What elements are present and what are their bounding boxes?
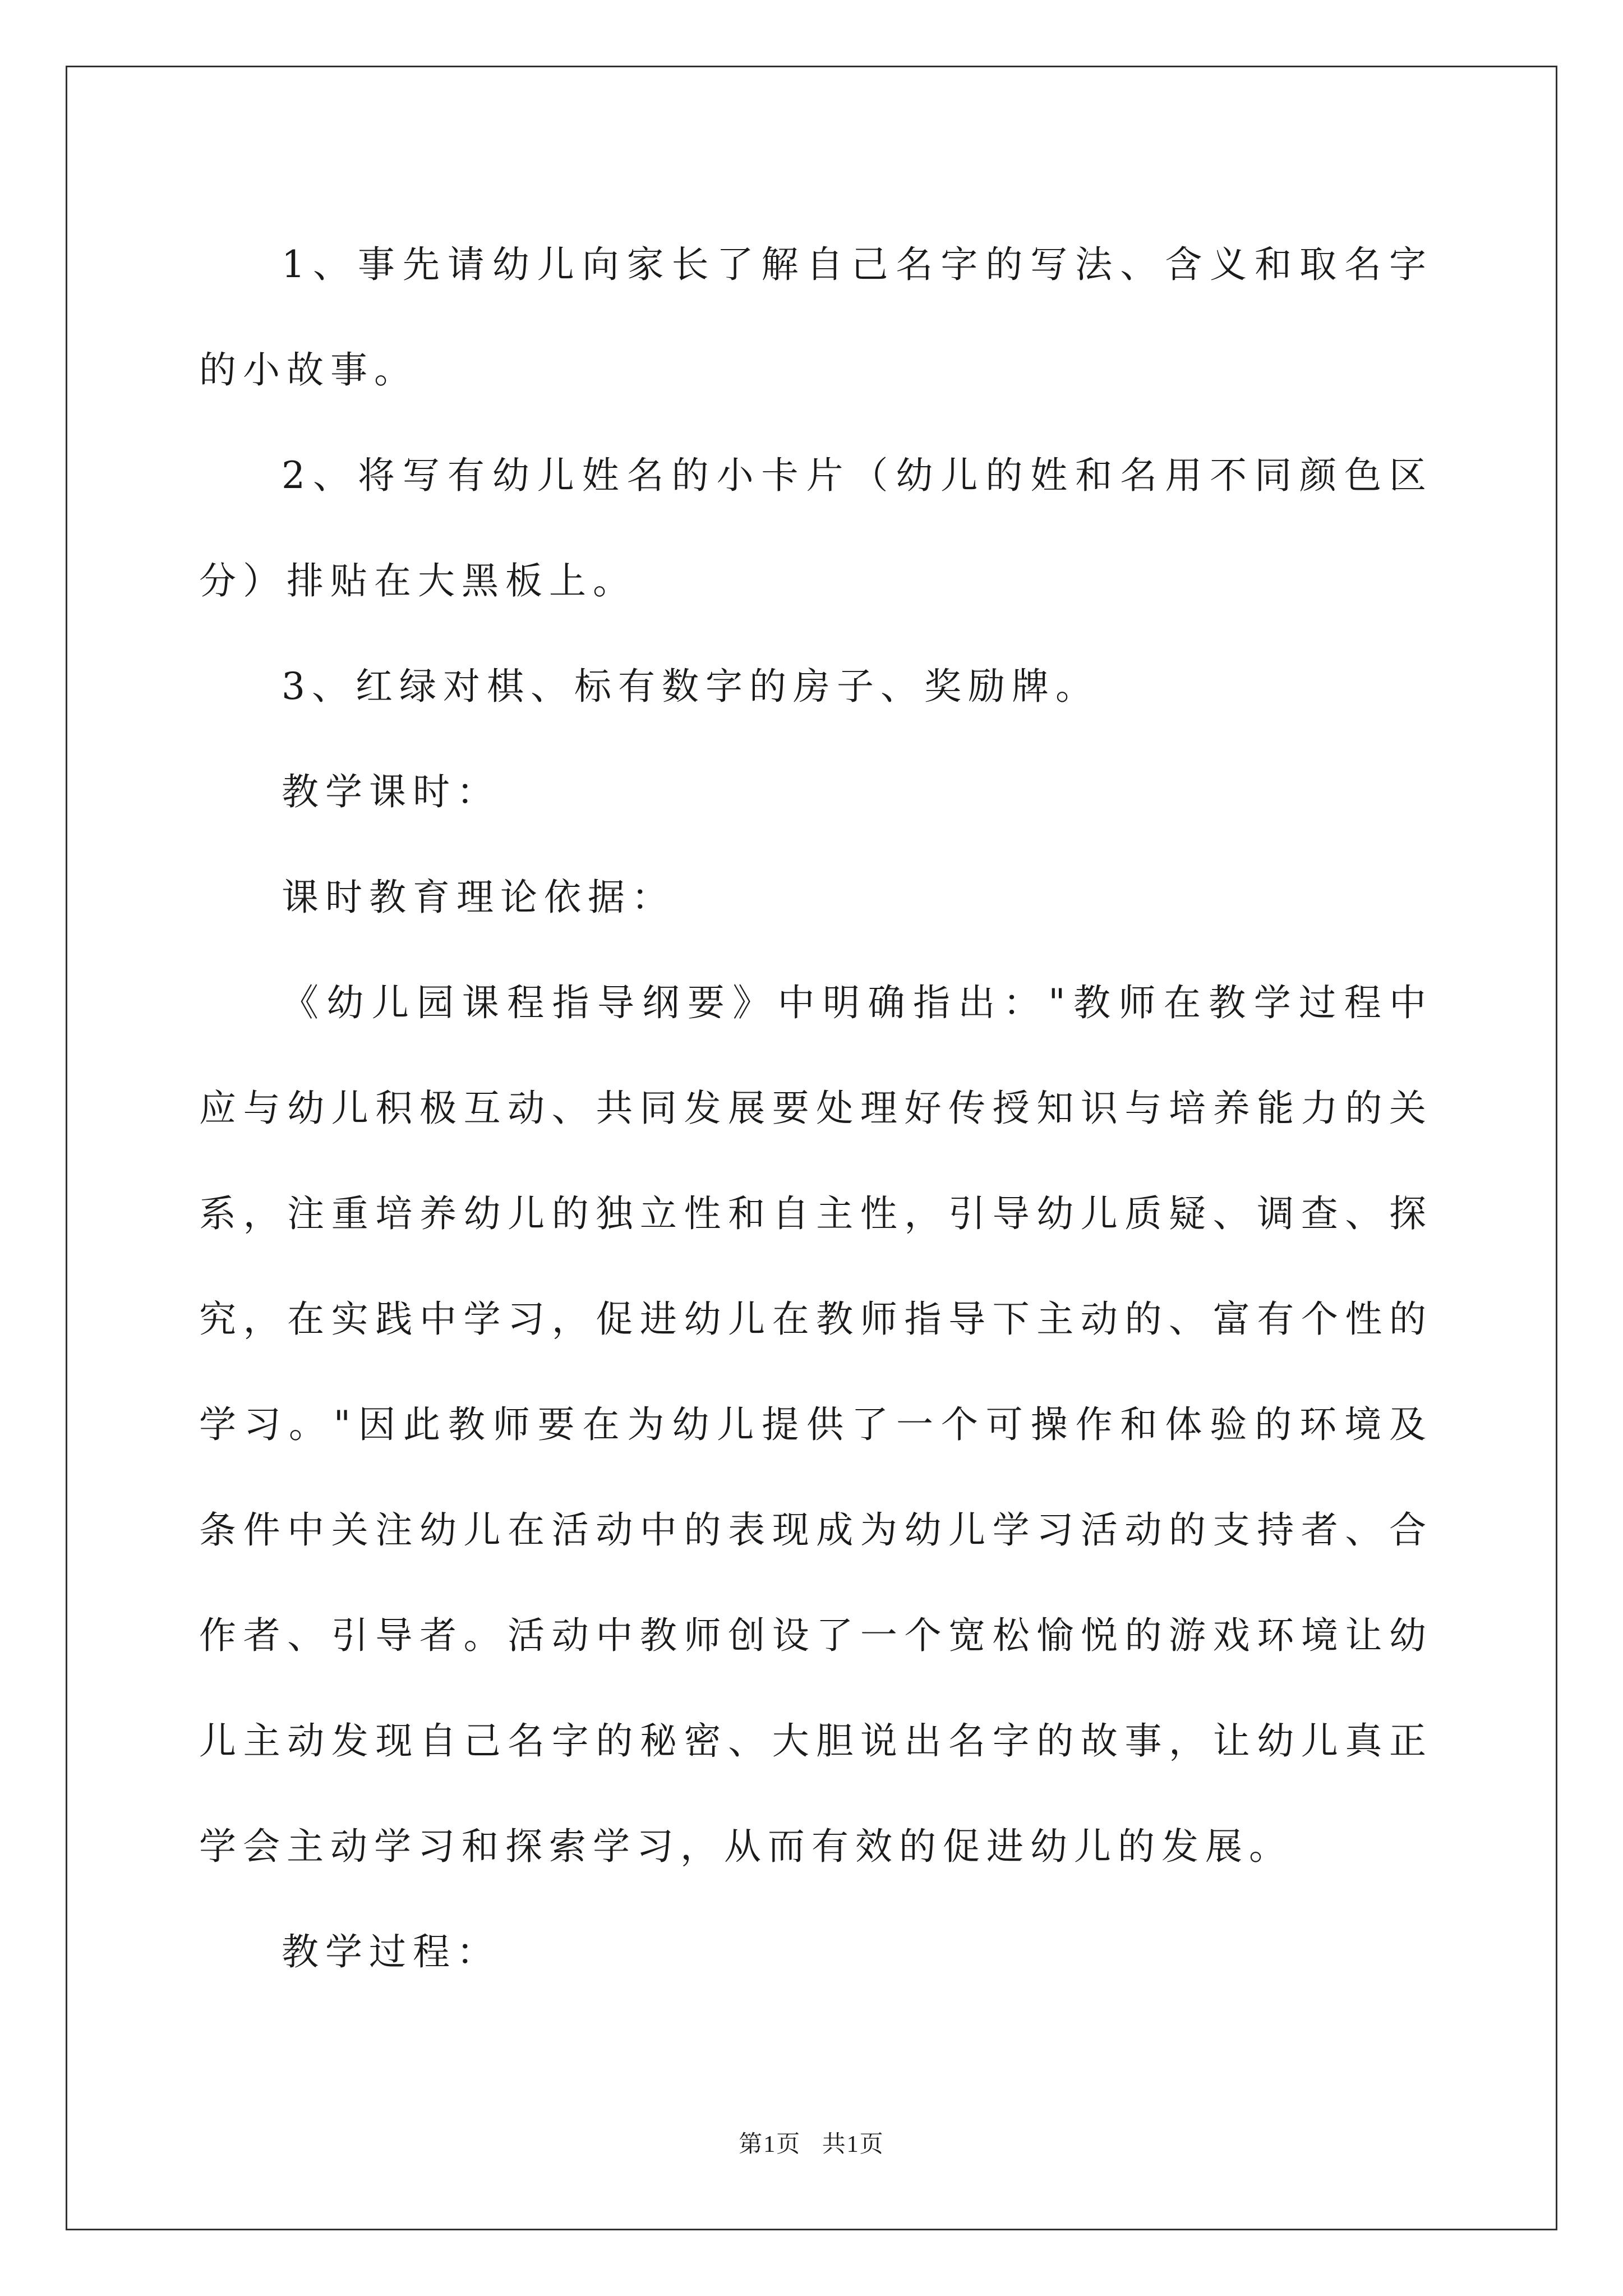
paragraph-prep-2: 2、将写有幼儿姓名的小卡片（幼儿的姓和名用不同颜色区分）排贴在大黑板上。 xyxy=(199,454,1433,602)
paragraph-theory: 《幼儿园课程指导纲要》中明确指出："教师在教学过程中应与幼儿积极互动、共同发展要处理好传授知识与培养能力的关系，注重培养幼儿的独立性和自主性，引导幼儿质疑、调查、探究，在实践中学习，促进幼儿在教师指导下主动的、富有个性的学习。"因此教师要在为幼儿提供了一个可操作和体验的环境及条件中关注幼儿在活动中的表现成为幼儿学习活动的支持者、合作者、引导者。活动中教师创设了一个宽松愉悦的游戏环境让幼儿主动发现自己名字的秘密、大胆说出名字的故事，让幼儿真正学会主动学习和探索学习，从而有效的促进幼儿的发展。 xyxy=(199,981,1433,1868)
heading-teaching-process: 教学过程： xyxy=(282,1930,500,1973)
page-number-total: 共1页 xyxy=(822,2132,884,2157)
paragraph-prep-3: 3、红绿对棋、标有数字的房子、奖励牌。 xyxy=(282,665,1099,708)
heading-teaching-hours: 教学课时： xyxy=(282,770,500,813)
heading-theory-basis: 课时教育理论依据： xyxy=(282,876,675,919)
document-body xyxy=(199,212,1433,2005)
paragraph-prep-1: 1、事先请幼儿向家长了解自己名字的写法、含义和取名字的小故事。 xyxy=(199,243,1433,392)
page-number-current: 第1页 xyxy=(739,2132,801,2157)
page-footer xyxy=(0,2128,1623,2161)
